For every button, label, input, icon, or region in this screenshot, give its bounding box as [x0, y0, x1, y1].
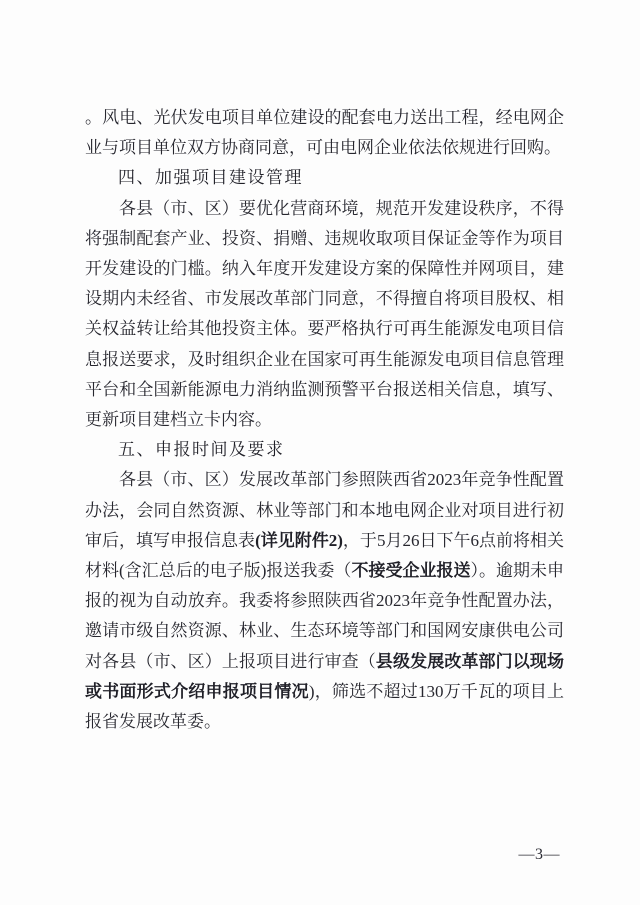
text-run: ）。逾期未申报的视为自动放弃。我委将参照陕西省2023年竞争性配置办法，邀请市级自然资源、林业、生态环境等部门和国网安康供电公司对各县（市、区）上报项目进行审查（	[85, 561, 565, 671]
text-run: )，筛选不超过130万千瓦的项目上报省发展改革委。	[85, 681, 564, 732]
page-number: —3—	[518, 846, 560, 863]
paragraph-grid-buyback: 。风电、光伏发电项目单位建设的配套电力送出工程，经电网企业与项目单位双方协商同意，可由电网企业依法依规进行回购。	[85, 108, 564, 158]
text-run-bold-county-presentation: 县级发展改革部门以现场或书面形式介绍申报项目情况	[85, 651, 565, 701]
heading-section-4: 四、加强项目建设管理	[118, 168, 303, 188]
text-run: ，于5月26日下午6点前将相关材料(含汇总后的电子版)报送我委（	[85, 530, 565, 581]
paragraph-construction-management: 各县（市、区）要优化营商环境，规范开发建设秩序，不得将强制配套产业、投资、捐赠、违规收取项目保证金等作为项目开发建设的门槛。纳入年度开发建设方案的保障性并网项目，建设期内未经省、市发展改革部门同意，不得擅自将项目股权、相关权益转让给其他投资主体。要严格执行可再生能源发电项目信息报送要求，及时组织企业在国家可再生能源发电项目信息管理平台和全国新能源电力消纳监测预警平台报送相关信息，填写、更新项目建档立卡内容。	[85, 198, 564, 430]
heading-section-5: 五、申报时间及要求	[118, 440, 285, 460]
text-run-bold-no-enterprise-submission: 不接受企业报送	[351, 561, 471, 581]
text-run-bold-attachment-2: (详见附件2)	[255, 530, 343, 550]
text-run: 各县（市、区）发展改革部门参照陕西省2023年竞争性配置办法，会同自然资源、林业等部门和本地电网企业对项目进行初审后，填写申报信息表	[85, 470, 564, 550]
document-body	[85, 103, 564, 737]
paragraph-application-requirements	[85, 465, 564, 737]
